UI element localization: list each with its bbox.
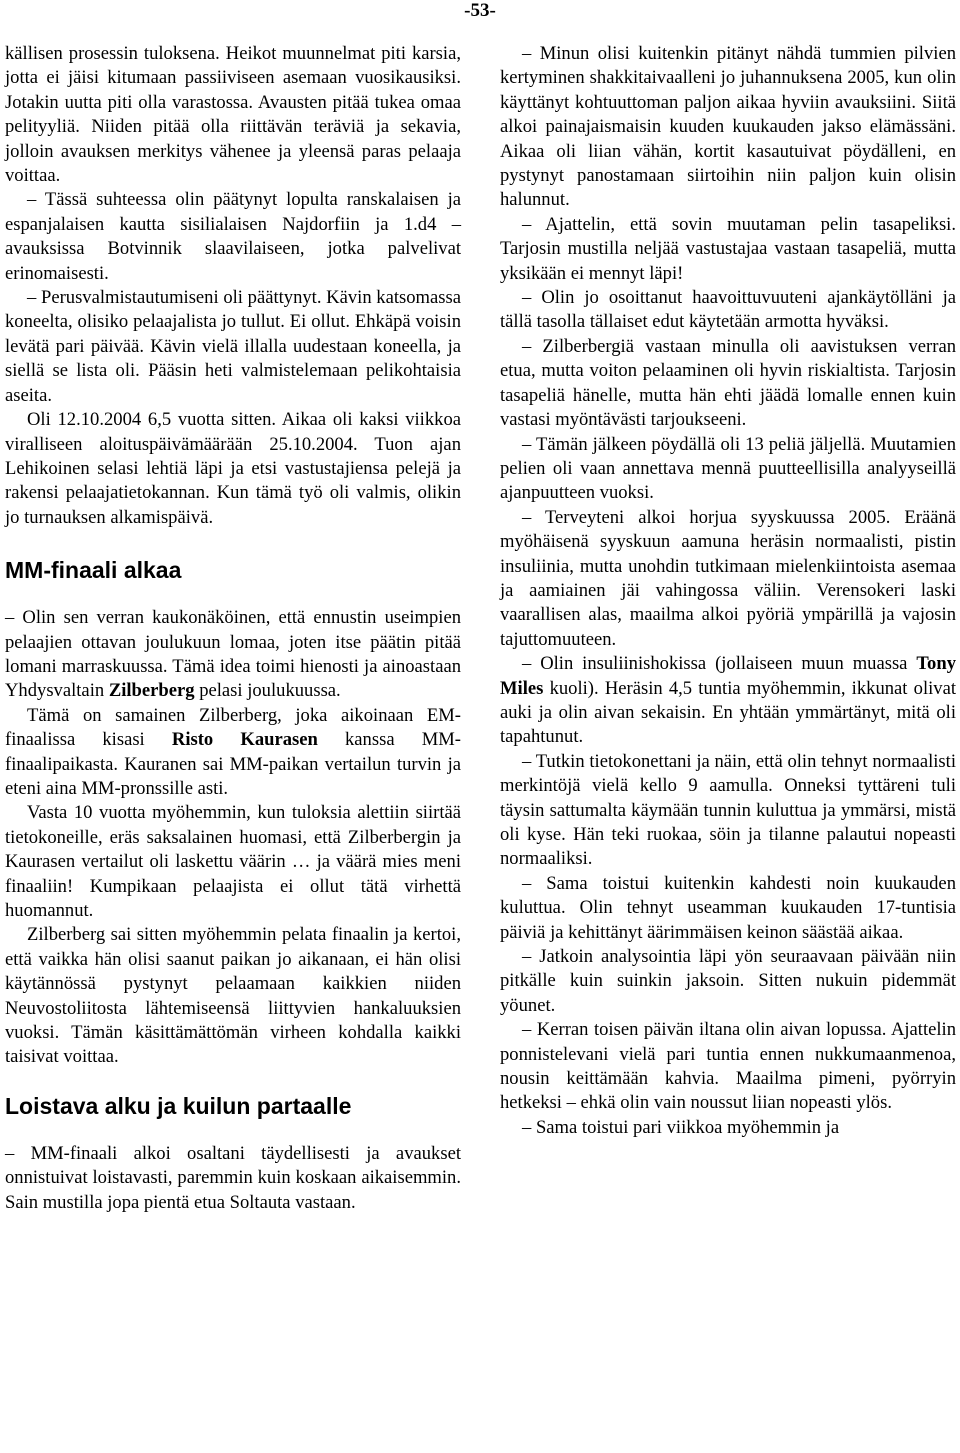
paragraph: – Jatkoin analysointia läpi yön seuraavaan päivään niin pitkälle kuin suinkin jaksoin. Sitten nukuin pidemmät yöunet.	[500, 946, 956, 1016]
paragraph: – Olin jo osoittanut haavoittuvuuteni ajankäytölläni ja tällä tasolla tällaiset edut käytetään armotta hyväksi.	[500, 287, 956, 333]
right-column	[500, 42, 956, 1140]
section-heading: MM-finaali alkaa	[5, 557, 182, 584]
section-heading: Loistava alku ja kuilun partaalle	[5, 1092, 352, 1119]
bold-name: Risto Kaurasen	[171, 729, 318, 751]
paragraph: Oli 12.10.2004 6,5 vuotta sitten. Aikaa oli kaksi viikkoa viralliseen aloituspäivämäärään 25.10.2004. Tuon ajan Lehikoinen selasi lehtiä läpi ja etsi vastustajiensa pelejä ja rakensi pelaajatietokannan. Kun tämä työ oli valmis, olikin jo turnauksen alkamispäivä.	[5, 409, 461, 528]
paragraph: – Perusvalmistautumiseni oli päättynyt. Kävin katsomassa koneelta, olisiko pelaajalista jo tullut. Ei ollut. Ehkäpä voisin levätä pari päivää. Kävin vielä illalla uudestaan koneella, ja siellä se lista oli. Pääsin heti valmistelemaan pelikohtaisia aseita.	[5, 287, 461, 406]
paragraph: Zilberberg sai sitten myöhemmin pelata finaalin ja kertoi, että vaikka hän olisi saanut paikan jo aikanaan, ei hän olisi käytännössä pystynyt pelaamaan kaikkien niiden Neuvostoliitosta lähtemiseensä liittyvien hankaluuksien vuoksi. Tämän käsittämättömän virheen kohdalla kaikki taisivat voittaa.	[5, 924, 461, 1068]
paragraph: – Tämän jälkeen pöydällä oli 13 peliä jäljellä. Muutamien pelien oli vaan annettava mennä puutteellisilla analyyseillä ajanpuutteen vuoksi.	[500, 433, 956, 504]
paragraph: Vasta 10 vuotta myöhemmin, kun tuloksia alettiin siirtää tietokoneille, eräs saksalainen huomasi, että Zilberbergin ja Kaurasen vertailut oli laskettu väärin … ja väärä mies meni finaaliin! Kumpikaan pelaajista ei ollut tätä virhettä huomannut.	[5, 802, 461, 921]
paragraph: källisen prosessin tuloksena. Heikot muunnelmat piti karsia, jotta ei jäisi kitumaan passiiviseen asemaan vuosikausiksi. Jotakin uutta piti olla varastossa. Avausten pitää tukea omaa pelityyliä. Niiden pitää olla riittävän teräviä ja sekavia, jolloin avauksen merkitys vähenee ja yleensä paras pelaaja voittaa.	[5, 43, 461, 187]
paragraph: Tämä on samainen Zilberberg, joka aikoinaan EM-finaalissa kisasi Risto Kaurasen kanssa MM-finaalipaikasta. Kauranen sai MM-paikan vertailun turvin ja eteni aina MM-pronssille asti.	[5, 704, 461, 799]
paragraph: – Sama toistui pari viikkoa myöhemmin ja	[522, 1116, 840, 1138]
paragraph: – Terveyteni alkoi horjua syyskuussa 2005. Eräänä myöhäisenä syyskuun aamuna heräsin normaalisti, pistin insuliinia, mutta unohdin tutkimaan mielenkiintoista asemaa ja aamiainen jäi vahingossa väliin. Verensokeri laski vaarallisen alas, maailma alkoi pyöriä ympärillä ja vajosin tajuttomuuteen.	[500, 506, 956, 650]
paragraph: – Tutkin tietokonettani ja näin, että olin tehnyt normaalisti merkintöjä vielä kello 9 aamulla. Onneksi tyttäreni tuli täysin sattumalta käymään tunnin kuluttua ja ymmärsi, mistä oli kyse. Hän teki ruokaa, söin ja tilanne palautui nopeasti normaaliksi.	[500, 750, 956, 870]
paragraph: – Sama toistui kuitenkin kahdesti noin kuukauden kuluttua. Olin tehnyt useamman kuukauden 17-tuntisia päiviä ja kehittänyt äärimmäisen keinon säästää aikaa.	[500, 872, 956, 943]
paragraph: – Kerran toisen päivän iltana olin aivan lopussa. Ajattelin ponnistelevani vielä pari tuntia ennen nukkumaanmenoa, nousin keittämään kahvia. Maailma pimeni, pyörryin hetkeksi – ehkä olin vain noussut liian nopeasti ylös.	[500, 1019, 956, 1114]
paragraph: – Olin sen verran kaukonäköinen, että ennustin useimpien pelaajien ottavan joulukuun lomaa, joten itse päätin pitää lomani marraskuussa. Tämä idea toimi hienosti ja ainoastaan Yhdysvaltain Zilberberg pelasi joulukuussa.	[5, 607, 461, 702]
paragraph: – Tässä suhteessa olin päätynyt lopulta ranskalaisen ja espanjalaisen kautta sisilialaisen Najdorfiin ja 1.d4 –avauksissa Botvinnik slaavilaiseen, jotka palvelivat erinomaisesti.	[5, 189, 461, 284]
left-column	[5, 42, 461, 1215]
paragraph: – Zilberbergiä vastaan minulla oli aavistuksen verran etua, mutta voiton pelaaminen oli hyvin riskialtista. Tarjosin tasapeliä hänelle, mutta hän ehti jäädä lomalle ennen kuin vastasi myöntävästi tarjoukseeni.	[500, 335, 956, 431]
paragraph: – Minun olisi kuitenkin pitänyt nähdä tummien pilvien kertyminen shakkitaivaalleni jo juhannuksena 2005, kun olin käyttänyt kohtuuttoman paljon aikaa hyviin avauksiini. Siitä alkoi painajaismaisin kuuden kuukauden jakso elämässäni. Aikaa oli liian vähän, kortit kasautuivat pöydälleni, en pystynyt panostamaan siirtoihin niin paljon kuin olisin halunnut.	[500, 43, 956, 211]
paragraph: – Ajattelin, että sovin muutaman pelin tasapeliksi. Tarjosin mustilla neljää vastustajaa vastaan tasapeliä, mutta yksikään ei mennyt läpi!	[500, 213, 956, 284]
paragraph: – Olin insuliinishokissa (jollaiseen muun muassa Tony Miles kuoli). Heräsin 4,5 tuntia myöhemmin, ikkunat olivat auki ja olin aivan sekaisin. En yhtään ymmärtänyt, mitä oli tapahtunut.	[500, 653, 956, 748]
paragraph: – MM-finaali alkoi osaltani täydellisesti ja avaukset onnistuivat loistavasti, paremmin kuin koskaan aikaisemmin. Sain mustilla jopa pientä etua Soltauta vastaan.	[5, 1142, 461, 1213]
bold-name: Zilberberg	[108, 680, 195, 702]
bold-name: Tony Miles	[500, 653, 956, 699]
page-number: -53-	[464, 0, 496, 21]
